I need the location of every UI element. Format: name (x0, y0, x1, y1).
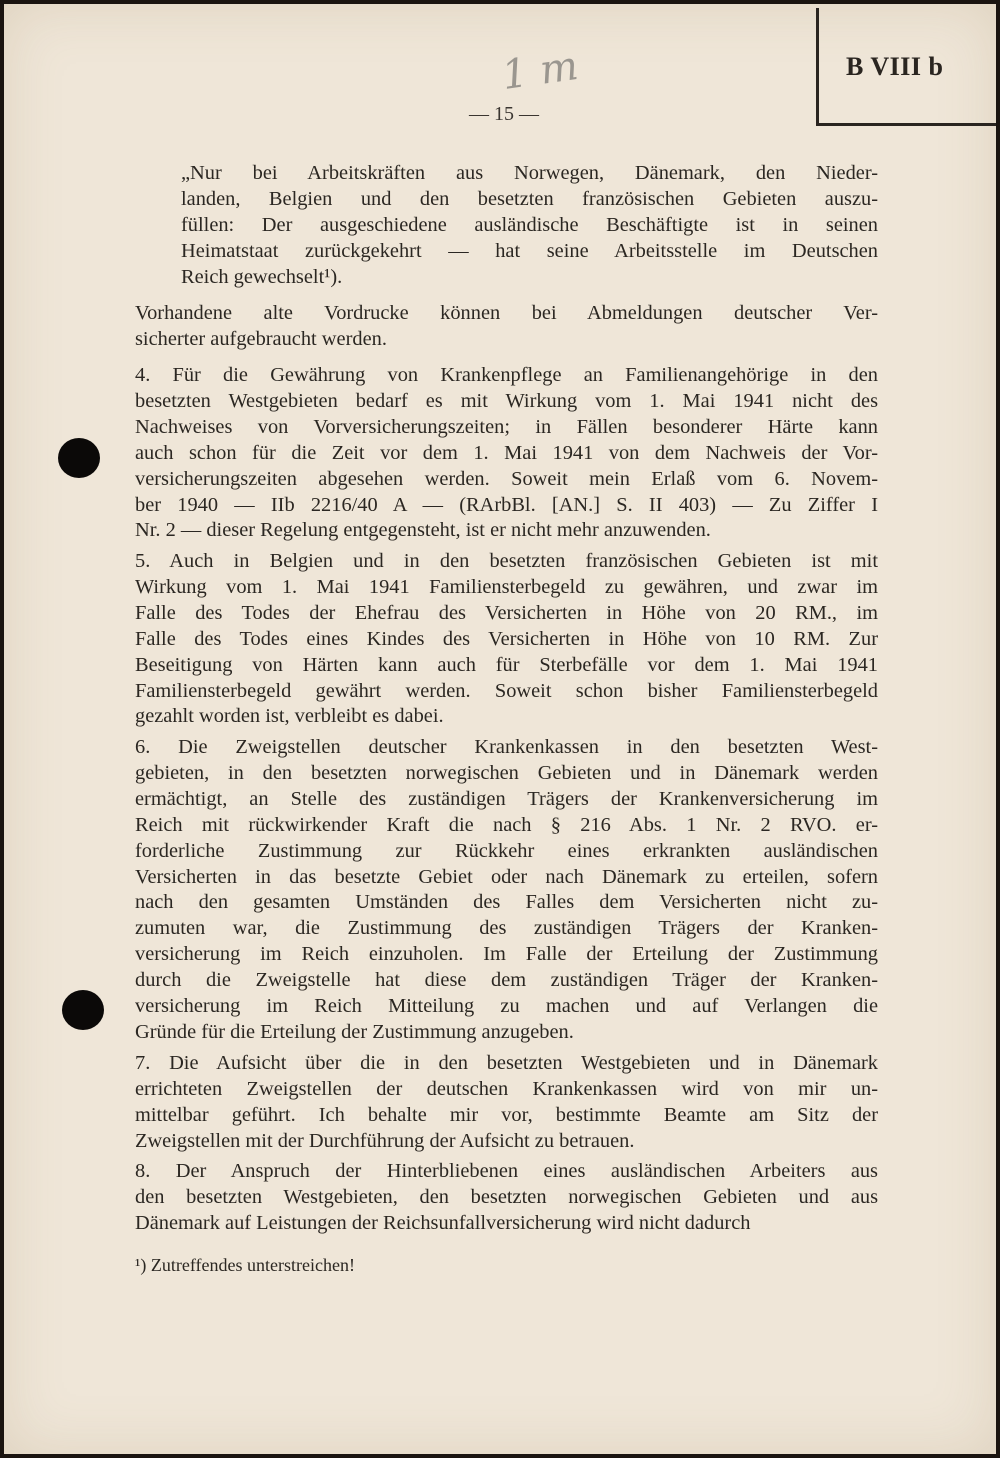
text-line: ber 1940 — IIb 2216/40 A — (RArbBl. [AN.] S. II 403) — Zu Ziffer I (135, 493, 878, 516)
text-line: Beseitigung von Härten kann auch für Sterbefälle vor dem 1. Mai 1941 (135, 653, 878, 676)
text-line: Dänemark auf Leistungen der Reichsunfallversicherung wird nicht dadurch (135, 1211, 751, 1234)
text-line: landen, Belgien und den besetzten französischen Gebieten auszu- (181, 187, 878, 210)
text-line: den besetzten Westgebieten, den besetzten norwegischen Gebieten und aus (135, 1185, 878, 1208)
text-line: forderliche Zustimmung zur Rückkehr eines erkrankten ausländischen (135, 839, 878, 862)
text-line: ermächtigt, an Stelle des zuständigen Trägers der Krankenversicherung im (135, 787, 878, 810)
document-page (4, 4, 996, 1454)
punch-hole-bottom (62, 990, 104, 1030)
text-line: „Nur bei Arbeitskräften aus Norwegen, Dänemark, den Nieder- (181, 162, 878, 184)
text-line: Falle des Todes eines Kindes des Versicherten in Höhe von 10 RM. Zur (135, 627, 878, 650)
punch-hole-top (58, 438, 100, 478)
text-line: 7. Die Aufsicht über die in den besetzten Westgebieten und in Dänemark (135, 1052, 878, 1074)
text-line: gezahlt worden ist, verbleibt es dabei. (135, 705, 444, 728)
text-line: Nachweises von Vorversicherungszeiten; in Fällen besonderer Härte kann (135, 415, 878, 438)
text-line: besetzten Westgebieten bedarf es mit Wirkung vom 1. Mai 1941 nicht des (135, 389, 878, 412)
paragraph-8 (135, 1159, 878, 1237)
text-line: 8. Der Anspruch der Hinterbliebenen eines ausländischen Arbeiters aus (135, 1160, 878, 1182)
text-line: auch schon für die Zeit vor dem 1. Mai 1941 von dem Nachweis der Vor- (135, 441, 878, 464)
text-line: Zweigstellen mit der Durchführung der Aufsicht zu betrauen. (135, 1129, 635, 1152)
text-line: zumuten war, die Zustimmung des zuständigen Trägers der Kranken- (135, 917, 878, 940)
text-line: versicherungszeiten abgesehen werden. Soweit mein Erlaß vom 6. Novem- (135, 467, 878, 490)
text-line: Nr. 2 — dieser Regelung entgegensteht, ist er nicht mehr anzuwenden. (135, 519, 711, 542)
text-line: versicherung im Reich einzuholen. Im Falle der Erteilung der Zustimmung (135, 943, 878, 966)
classification-label: B VIII b (846, 52, 944, 81)
text-line: Wirkung vom 1. Mai 1941 Familiensterbegeld zu gewähren, und zwar im (135, 575, 878, 598)
text-line: durch die Zweigstelle hat diese dem zuständigen Träger der Kranken- (135, 969, 878, 992)
paragraph-7 (135, 1051, 878, 1155)
page-number: — 15 — (469, 103, 539, 125)
text-line: gebieten, in den besetzten norwegischen Gebieten und in Dänemark werden (135, 761, 878, 784)
text-line: füllen: Der ausgeschiedene ausländische Beschäftigte ist in seinen (181, 213, 878, 236)
text-line: Gründe für die Erteilung der Zustimmung anzugeben. (135, 1020, 574, 1043)
text-line: nach den gesamten Umständen des Falles dem Versicherten nicht zu- (135, 891, 878, 914)
text-line: sicherter aufgebraucht werden. (135, 327, 387, 350)
text-line: 5. Auch in Belgien und in den besetzten französischen Gebieten ist mit (135, 550, 878, 572)
text-line: 4. Für die Gewährung von Krankenpflege an Familienangehörige in den (135, 364, 878, 386)
text-line: 6. Die Zweigstellen deutscher Krankenkassen in den besetzten West- (135, 736, 878, 758)
pencil-annotation: 1 m (499, 42, 581, 100)
footnote: ¹) Zutreffendes unterstreichen! (135, 1255, 355, 1275)
text-line: versicherung im Reich Mitteilung zu machen und auf Verlangen die (135, 995, 878, 1018)
text-line: Vorhandene alte Vordrucke können bei Abmeldungen deutscher Ver- (135, 302, 878, 324)
text-line: Reich gewechselt¹). (181, 265, 343, 288)
text-line: Versicherten in das besetzte Gebiet oder nach Dänemark zu erteilen, sofern (135, 865, 878, 888)
paragraph-vordrucke (135, 301, 878, 353)
text-line: mittelbar geführt. Ich behalte mir vor, bestimmte Beamte am Sitz der (135, 1103, 878, 1126)
text-line: errichteten Zweigstellen der deutschen Krankenkassen wird von mir un- (135, 1077, 878, 1100)
paragraph-4 (135, 363, 878, 544)
paragraph-quote (181, 161, 878, 291)
paragraph-5 (135, 549, 878, 730)
text-line: Heimatstaat zurückgekehrt — hat seine Arbeitsstelle im Deutschen (181, 239, 878, 262)
paragraph-6 (135, 735, 878, 1046)
text-line: Falle des Todes der Ehefrau des Versicherten in Höhe von 20 RM., im (135, 601, 878, 624)
text-line: Familiensterbegeld gewährt werden. Soweit schon bisher Familiensterbegeld (135, 679, 878, 702)
text-line: Reich mit rückwirkender Kraft die nach § 216 Abs. 1 Nr. 2 RVO. er- (135, 813, 878, 836)
